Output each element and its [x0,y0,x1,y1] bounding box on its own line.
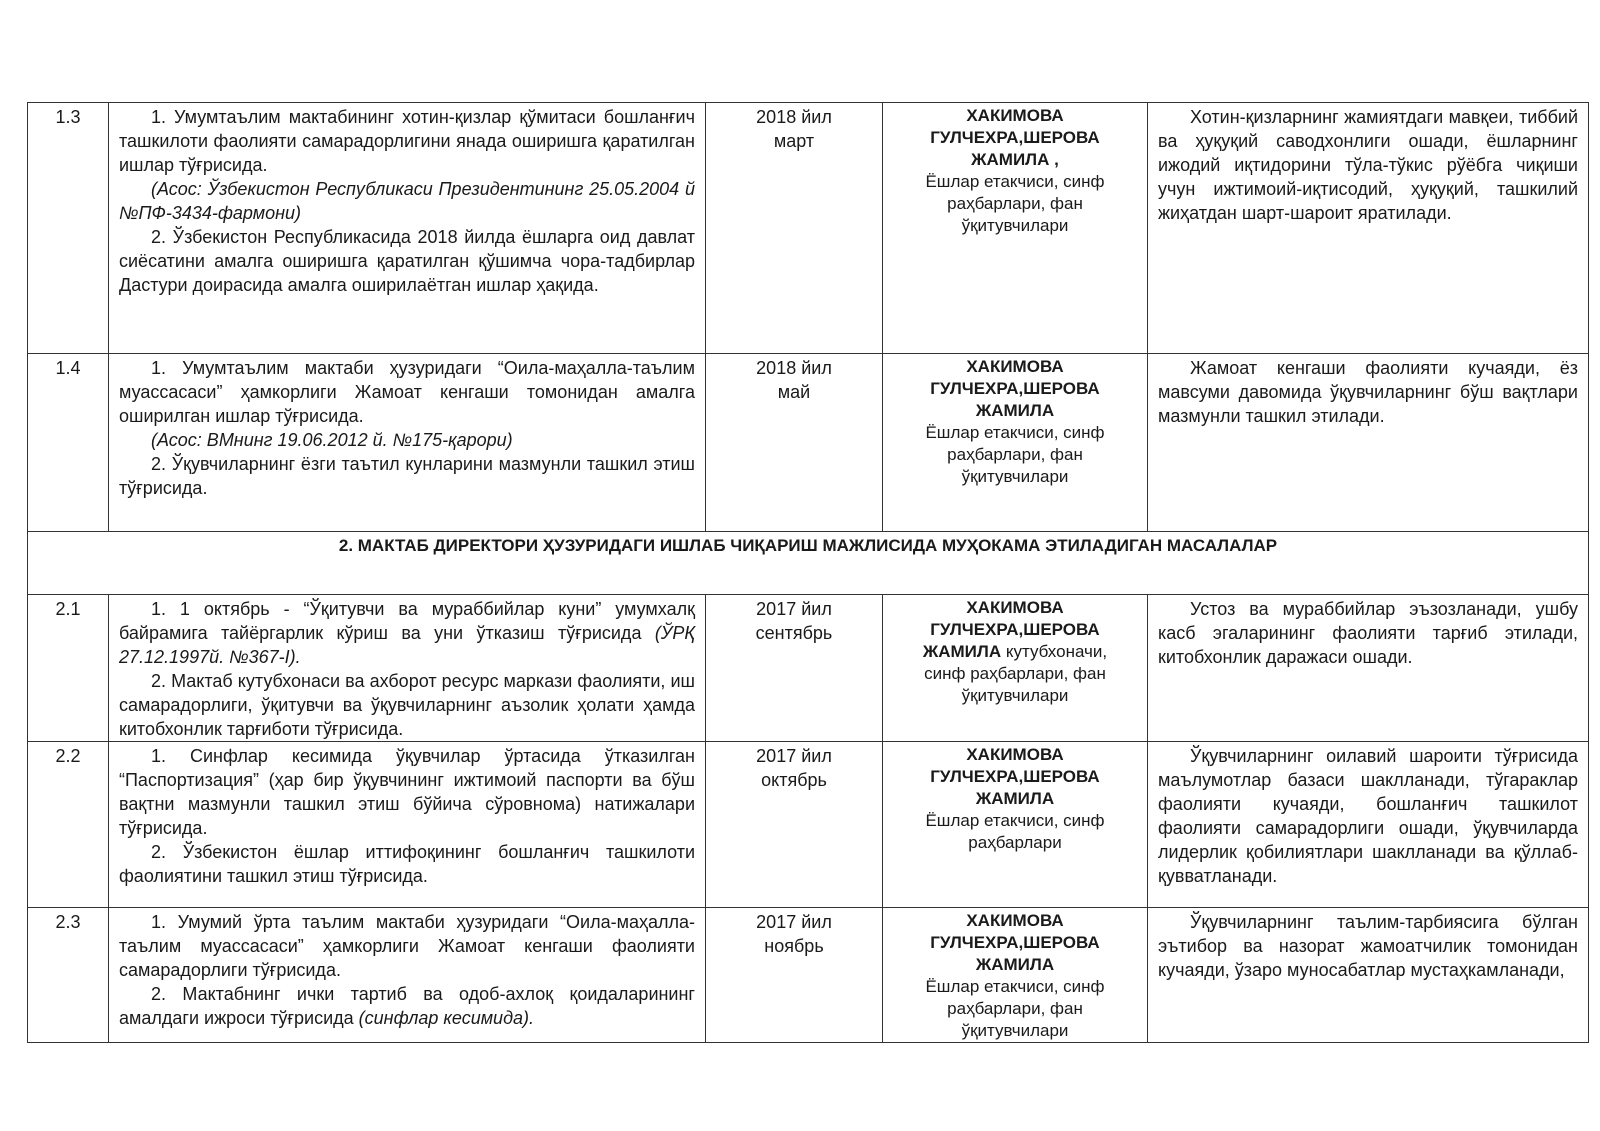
section-number: 2 [338,536,349,555]
date-month: март [773,131,815,151]
date-cell [706,354,883,532]
section-title: . МАКТАБ ДИРЕКТОРИ ҲУЗУРИДАГИ ИШЛАБ ЧИҚАРИШ МАЖЛИСИДА МУҲОКАМА ЭТИЛАДИГАН МАСАЛАЛАР [348,536,1278,555]
date-year: 2017 йил [756,746,832,766]
table-row [28,908,1589,1043]
responsible-role-inline: кутубхоначи, [1001,642,1108,661]
topic-basis-note: (Асос: Ўзбекистон Республикаси Президентининг 25.05.2004 й №ПФ-3434-фармони) [119,179,695,223]
result-cell [1148,595,1589,742]
topic-cell [109,354,706,532]
responsible-roles: Ёшлар етакчиси, синф раҳбарлари, фан ўқитувчилари [925,977,1105,1040]
topic-paragraph: 1. Умумий ўрта таълим мактаби ҳузуридаги “Оила-маҳалла-таълим муассасаси” ҳамкорлиги Жамоат кенгаши фаолияти самарадорлиги тўғрисида. [119,912,695,980]
topic-cell [109,742,706,908]
row-number: 2.2 [28,742,109,908]
topic-paragraph: 1. Умумтаълим мактабининг хотин-қизлар қўмитаси бошланғич ташкилоти фаолияти самарадорлигини янада оширишга қаратилган ишлар тўғрисида. [119,107,695,175]
topic-cell [109,103,706,354]
responsible-names: ХАКИМОВА ГУЛЧЕХРА,ШЕРОВА ЖАМИЛА [930,357,1100,420]
responsible-names: ХАКИМОВА ГУЛЧЕХРА,ШЕРОВА ЖАМИЛА [930,745,1100,808]
date-month: сентябрь [755,623,833,643]
topic-text: 1. 1 октябрь - “Ўқитувчи ва мураббийлар куни” умумхалқ байрамига тайёргарлик кўриш ва уни ўтказиш тўғрисида [119,599,695,643]
topic-paragraph: 2. Ўқувчиларнинг ёзги таътил кунларини мазмунли ташкил этиш тўғрисида. [119,454,695,498]
date-cell [706,742,883,908]
expected-result: Ўқувчиларнинг оилавий шароити тўғрисида маълумотлар базаси шаклланади, тўгараклар фаолияти кучаяди, бошланғич ташкилот фаолияти самарадорлиги ошади, ўқувчиларда лидерлик қобилиятлари шаклланади ва қўллаб-қувватланади. [1158,746,1578,886]
expected-result: Устоз ва мураббийлар эъзозланади, ушбу касб эгаларининг фаолияти тарғиб этилади, китобхонлик даражаси ошади. [1158,599,1578,667]
topic-cell [109,908,706,1043]
topic-paragraph [119,597,695,669]
topic-paragraph: 1. Умумтаълим мактаби ҳузуридаги “Оила-маҳалла-таълим муассасаси” ҳамкорлиги Жамоат кенгаши томонидан амалга оширилган ишлар тўғрисида. [119,358,695,426]
date-year: 2017 йил [756,599,832,619]
topic-basis-note: (ЎРҚ 27.12.1997й. №367-I). [119,623,695,667]
responsible-cell [883,742,1148,908]
date-month: ноябрь [764,936,824,956]
plan-table [27,102,1589,1043]
responsible-roles: Ёшлар етакчиси, синф раҳбарлари, фан ўқитувчилари [925,172,1105,235]
topic-paragraph: 1. Синфлар кесимида ўқувчилар ўртасида ўтказилган “Паспортизация” (ҳар бир ўқувчининг ижтимоий паспорти ва бўш вақтни мазмунли ташкил этиш бўйича сўровнома) натижалари тўғрисида. [119,746,695,838]
responsible-names: ХАКИМОВА ГУЛЧЕХРА,ШЕРОВА ЖАМИЛА , [930,106,1100,169]
result-cell [1148,742,1589,908]
responsible-cell [883,908,1148,1043]
date-month: май [777,382,811,402]
expected-result: Жамоат кенгаши фаолияти кучаяди, ёз мавсуми давомида ўқувчиларнинг бўш вақтлари мазмунли ташкил этилади. [1158,358,1578,426]
table-row [28,595,1589,742]
responsible-cell [883,595,1148,742]
section-heading [28,532,1589,595]
topic-text: 2. Мактабнинг ички тартиб ва одоб-ахлоқ қоидаларининг амалдаги ижроси тўғрисида [119,984,695,1028]
topic-paragraph: 2. Ўзбекистон ёшлар иттифоқининг бошланғич ташкилоти фаолиятини ташкил этиш тўғрисида. [119,842,695,886]
topic-paragraph: 2. Мактаб кутубхонаси ва ахборот ресурс маркази фаолияти, иш самарадорлиги, ўқитувчи ва ўқувчиларнинг аъзолик ҳолати ҳамда китобхонлик тарғиботи тўғрисида. [119,671,695,739]
topic-basis-note: (Асос: ВМнинг 19.06.2012 й. №175-қарори) [151,430,513,450]
date-year: 2018 йил [756,107,832,127]
row-number: 1.4 [28,354,109,532]
section-heading-row [28,532,1589,595]
date-year: 2017 йил [756,912,832,932]
table-row [28,354,1589,532]
row-number: 2.1 [28,595,109,742]
topic-paragraph [119,982,695,1030]
table-row [28,742,1589,908]
date-cell [706,908,883,1043]
responsible-roles: Ёшлар етакчиси, синф раҳбарлари [925,811,1105,852]
responsible-roles: синф раҳбарлари, фан ўқитувчилари [924,664,1106,705]
table-row [28,103,1589,354]
date-year: 2018 йил [756,358,832,378]
result-cell [1148,908,1589,1043]
responsible-cell [883,354,1148,532]
responsible-cell [883,103,1148,354]
responsible-names: ХАКИМОВА ГУЛЧЕХРА,ШЕРОВА ЖАМИЛА [930,911,1100,974]
responsible-roles: Ёшлар етакчиси, синф раҳбарлари, фан ўқитувчилари [925,423,1105,486]
row-number: 2.3 [28,908,109,1043]
date-cell [706,103,883,354]
topic-paragraph: 2. Ўзбекистон Республикасида 2018 йилда ёшларга оид давлат сиёсатини амалга оширишга қаратилган қўшимча чора-тадбирлар Дастури доирасида амалга оширилаётган ишлар ҳақида. [119,227,695,295]
topic-basis-note: (синфлар кесимида). [358,1008,535,1028]
result-cell [1148,103,1589,354]
date-month: октябрь [761,770,827,790]
expected-result: Ўқувчиларнинг таълим-тарбиясига бўлган эътибор ва назорат жамоатчилик томонидан кучаяди, ўзаро муносабатлар мустаҳкамланади, [1158,912,1578,980]
date-cell [706,595,883,742]
result-cell [1148,354,1589,532]
responsible-names: ХАКИМОВА ГУЛЧЕХРА,ШЕРОВА ЖАМИЛА [922,598,1100,661]
row-number: 1.3 [28,103,109,354]
topic-cell [109,595,706,742]
expected-result: Хотин-қизларнинг жамиятдаги мавқеи, тиббий ва ҳуқуқий саводхонлиги ошади, ёшларнинг ижодий иқтидорини тўла-тўкис рўёбга чиқиши учун ижтимоий-иқтисодий, ҳуқуқий, ташкилий жиҳатдан шарт-шароит яратилади. [1158,107,1578,223]
